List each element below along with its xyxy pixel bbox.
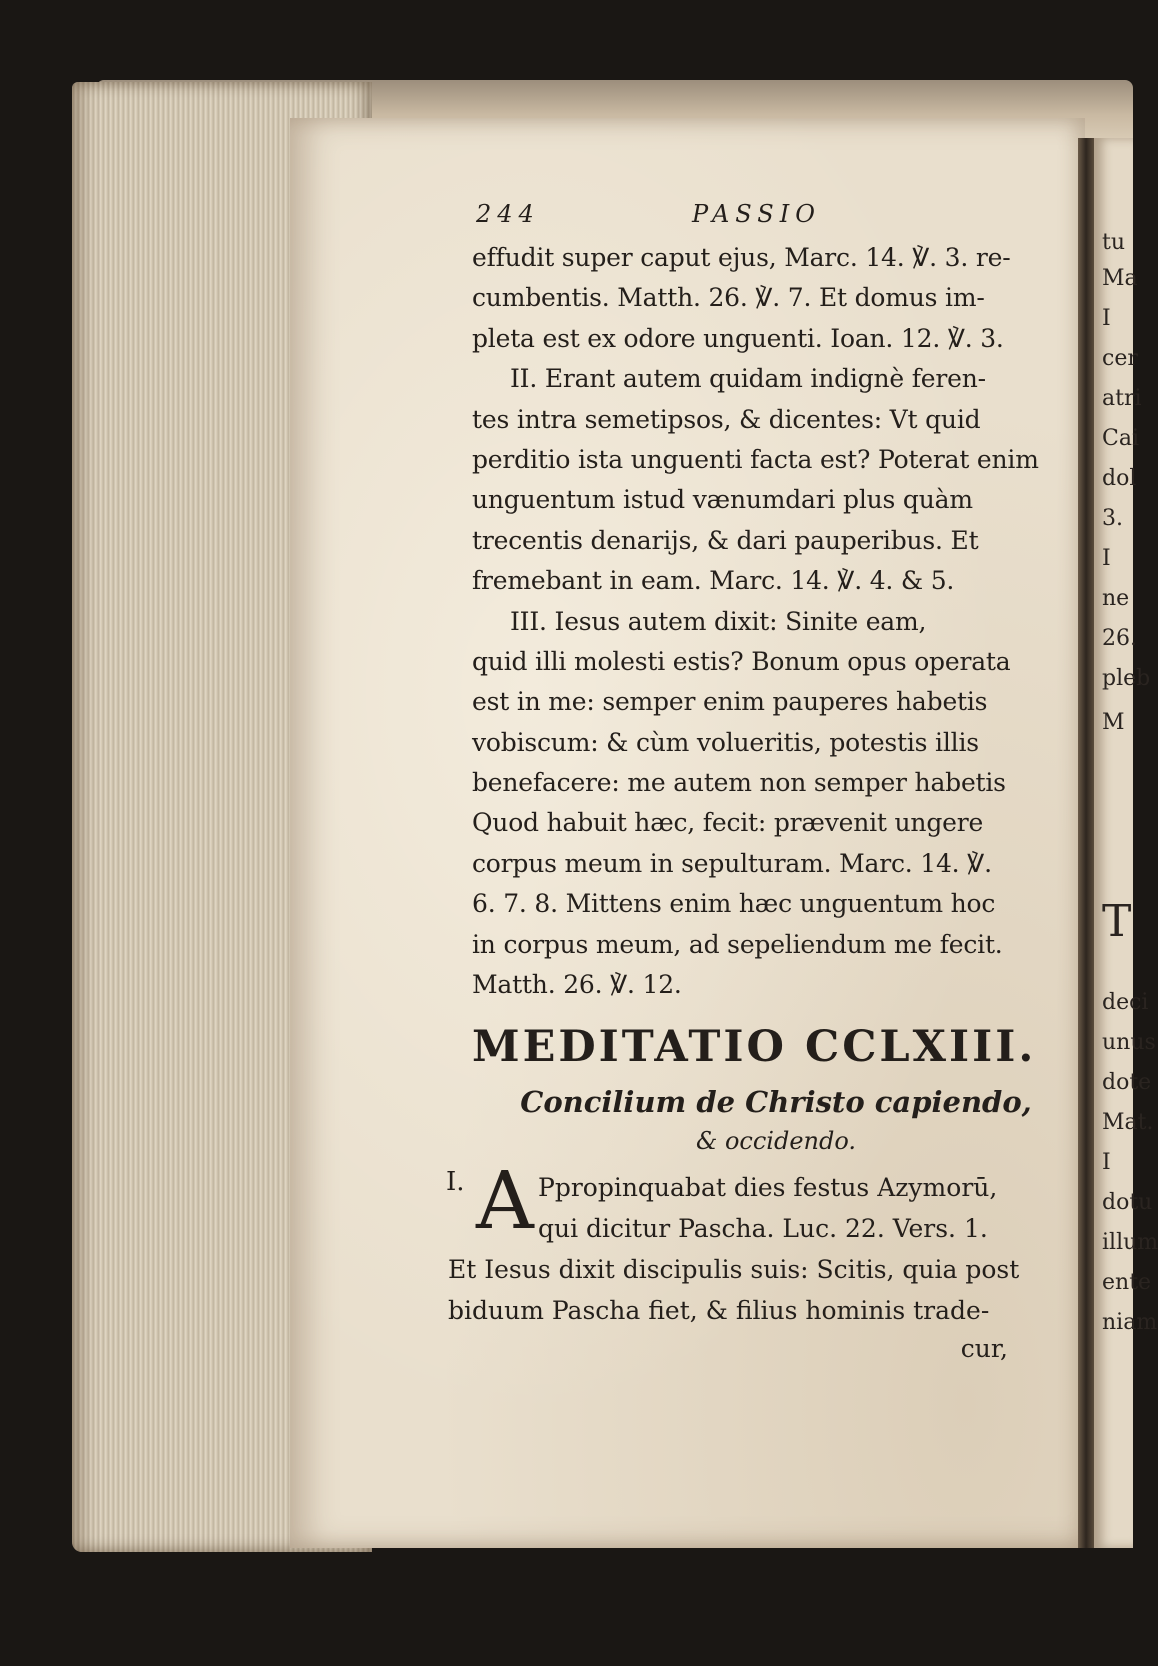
facing-fragment: unus xyxy=(1102,1030,1156,1055)
text-line: benefacere: me autem non semper habetis xyxy=(472,768,1006,798)
facing-fragment: deci xyxy=(1102,990,1149,1015)
facing-fragment: illum xyxy=(1102,1230,1158,1255)
text-line: cumbentis. Matth. 26. ℣. 7. Et domus im- xyxy=(472,283,985,313)
text-line: Ppropinquabat dies festus Azymorū, xyxy=(538,1173,998,1203)
text-line: unguentum istud vænumdari plus quàm xyxy=(472,485,973,515)
text-line: fremebant in eam. Marc. 14. ℣. 4. & 5. xyxy=(472,566,955,596)
facing-fragment: tu xyxy=(1102,230,1126,255)
page-text xyxy=(446,198,1080,1367)
text-line: qui dicitur Pascha. Luc. 22. Vers. 1. xyxy=(538,1214,988,1244)
text-line: trecentis denarijs, & dari pauperibus. Et xyxy=(472,525,979,555)
text-line: biduum Pascha fiet, & filius hominis trade- xyxy=(448,1296,990,1326)
page-number: 244 xyxy=(476,200,540,228)
text-line: Matth. 26. ℣. 12. xyxy=(472,970,682,1000)
page-header xyxy=(472,198,1080,238)
meditation-paragraph xyxy=(446,1154,1080,1367)
facing-page xyxy=(1094,138,1158,1548)
facing-fragment: 26. xyxy=(1102,626,1137,651)
meditation-subtitle-continued: & occidendo. xyxy=(695,1127,857,1156)
facing-fragment: I xyxy=(1102,546,1111,571)
text-line: III. Iesus autem dixit: Sinite eam, xyxy=(510,606,927,636)
facing-fragment: Ma xyxy=(1102,266,1138,291)
text-line: tes intra semetipsos, & dicentes: Vt quid xyxy=(472,404,981,434)
running-head: PASSIO xyxy=(692,200,821,228)
facing-fragment: Mat. xyxy=(1102,1110,1154,1135)
text-line: Et Iesus dixit discipulis suis: Scitis, quia post xyxy=(448,1255,1020,1285)
text-line: corpus meum in sepulturam. Marc. 14. ℣. xyxy=(472,848,992,878)
text-line: 6. 7. 8. Mittens enim hæc unguentum hoc xyxy=(472,889,996,919)
facing-fragment: M xyxy=(1102,710,1125,735)
text-line: effudit super caput ejus, Marc. 14. ℣. 3. re- xyxy=(472,243,1011,272)
text-line: pleta est ex odore unguenti. Ioan. 12. ℣. 3. xyxy=(472,323,1004,353)
text-line: II. Erant autem quidam indignè feren- xyxy=(510,364,986,394)
text-line: quid illi molesti estis? Bonum opus operata xyxy=(472,646,1011,676)
text-line: vobiscum: & cùm volueritis, potestis illis xyxy=(472,727,979,757)
facing-fragment: cer xyxy=(1102,346,1138,371)
facing-fragment: ente xyxy=(1102,1270,1152,1295)
facing-fragment: I xyxy=(1102,306,1111,331)
text-line: perditio ista unguenti facta est? Poterat enim xyxy=(472,444,1039,474)
meditation-title: MEDITATIO CCLXIII. xyxy=(472,1022,1037,1073)
facing-fragment: dote xyxy=(1102,1070,1152,1095)
facing-fragment: atri xyxy=(1102,386,1142,411)
facing-fragment: I xyxy=(1102,1150,1111,1175)
text-line: est in me: semper enim pauperes habetis xyxy=(472,687,988,717)
catchword: cur, xyxy=(960,1334,1008,1364)
text-line: Quod habuit hæc, fecit: prævenit ungere xyxy=(472,808,984,838)
text-line: in corpus meum, ad sepeliendum me fecit. xyxy=(472,929,1003,959)
facing-fragment: 3. xyxy=(1102,506,1123,531)
facing-fragment: niam xyxy=(1102,1310,1158,1335)
facing-fragment: pleb xyxy=(1102,666,1151,691)
facing-fragment: dol xyxy=(1102,466,1137,491)
paragraph-numeral: I. xyxy=(446,1167,465,1198)
meditation-subtitle: Concilium de Christo capiendo, xyxy=(520,1085,1032,1120)
facing-fragment: dotu xyxy=(1102,1190,1153,1215)
facing-fragment: Cai xyxy=(1102,426,1139,451)
facing-fragment: ne xyxy=(1102,586,1130,611)
book-gutter xyxy=(1078,138,1094,1548)
drop-capital: A xyxy=(476,1154,534,1248)
facing-fragment: T xyxy=(1102,896,1132,947)
